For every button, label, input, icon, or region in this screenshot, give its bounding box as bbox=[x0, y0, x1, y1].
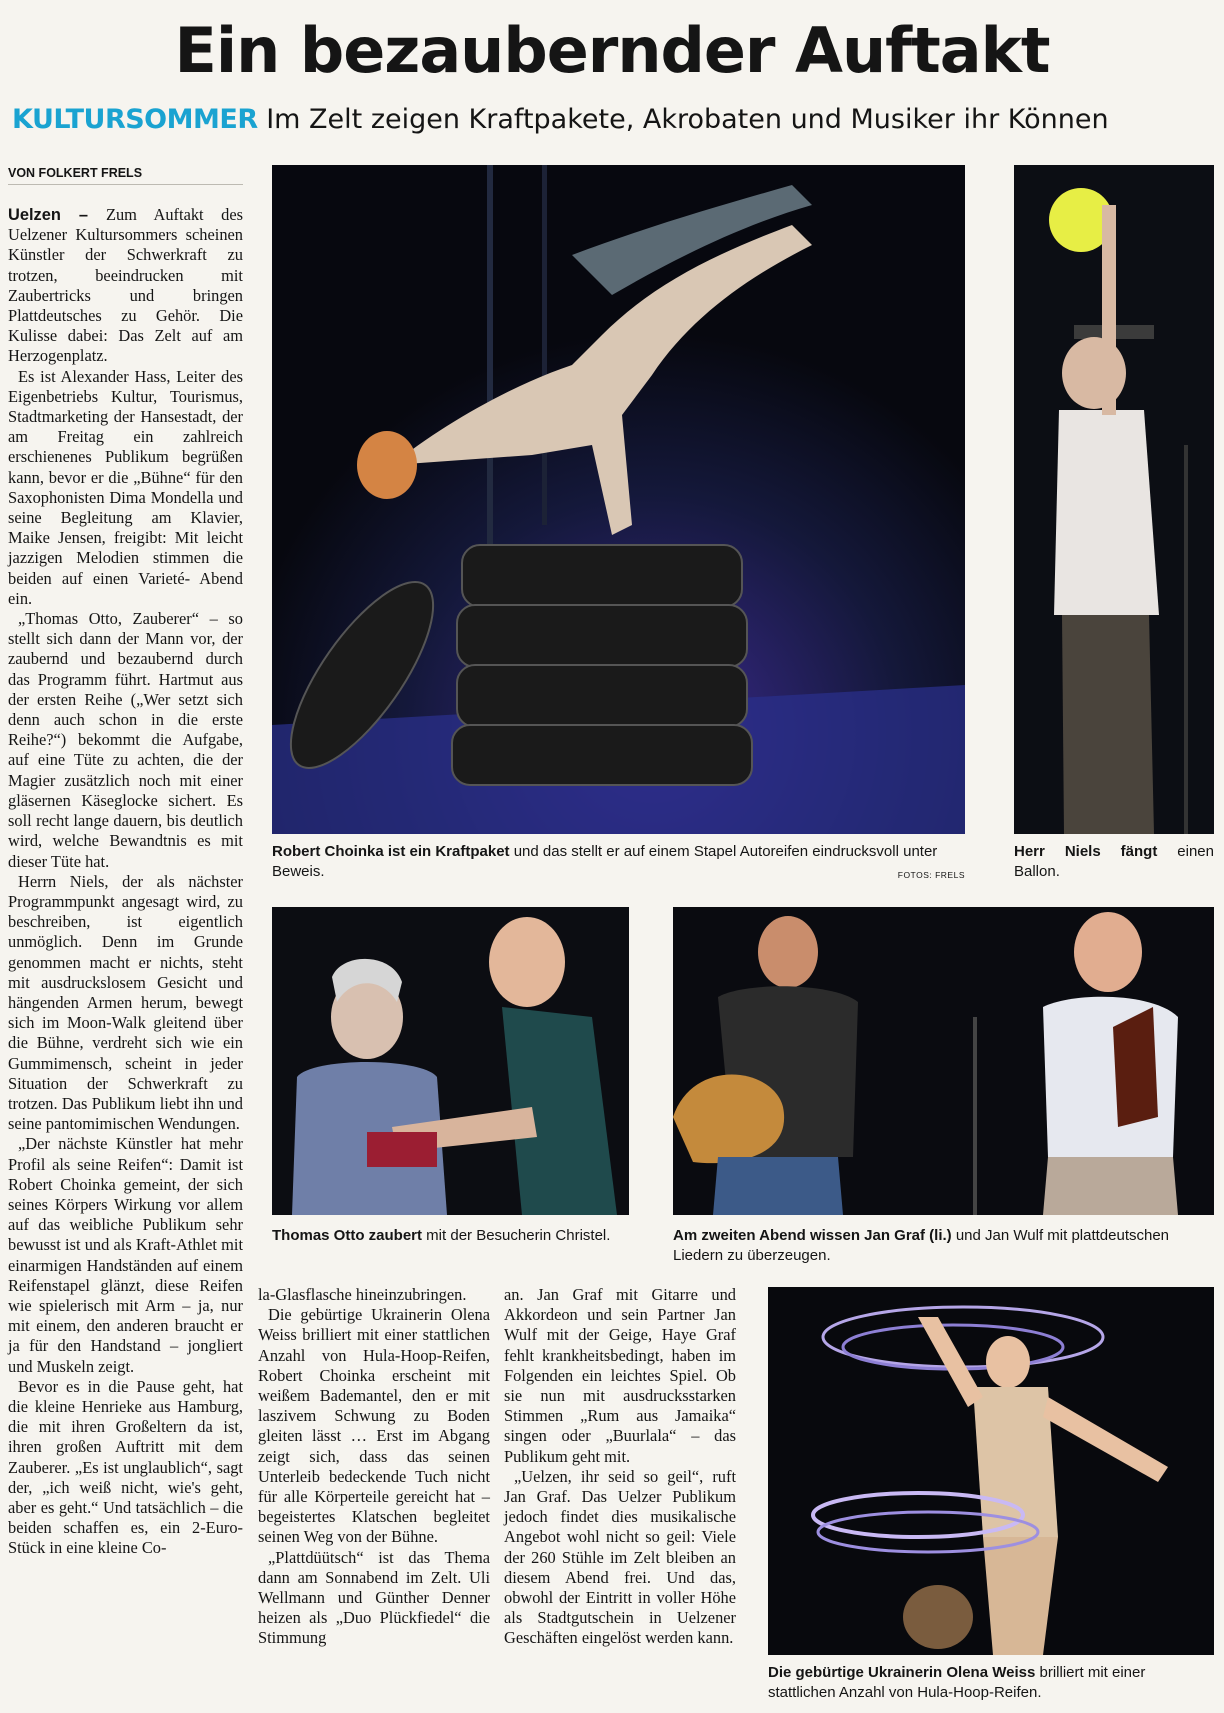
article-paragraph bbox=[8, 1134, 243, 1376]
caption-duo bbox=[673, 1226, 1214, 1266]
paragraph-text: Die gebürtige Ukrainerin Olena Weiss brilliert mit einer stattlichen Anzahl von Hula-Hoop-Reifen, Robert Choinka erscheint mit weißem Bademantel, den er mit laszivem Schwung zu Boden gleiten lässt … Erst im Abgang zeigt sich, dass das seinen Unterleib bedeckende Tuch nicht für alle Körperteile gereicht hat – begeistertes Klatschen begleitet seinen Weg von der Bühne. bbox=[258, 1305, 490, 1547]
subheadline bbox=[12, 104, 1224, 135]
article-paragraph bbox=[258, 1305, 490, 1547]
article-paragraph bbox=[8, 872, 243, 1135]
photo-choinka bbox=[272, 165, 965, 834]
article-paragraph bbox=[8, 205, 243, 367]
article-paragraph bbox=[504, 1467, 736, 1649]
caption-weiss-text: brilliert mit einer stattlichen Anzahl von Hula-Hoop-Reifen. bbox=[768, 1664, 1146, 1701]
photo-weiss bbox=[768, 1287, 1214, 1655]
headline: Ein bezaubernder Auftakt bbox=[174, 14, 1050, 87]
byline-rule bbox=[8, 184, 243, 185]
article-paragraph bbox=[258, 1285, 490, 1305]
paragraph-text: „Uelzen, ihr seid so geil“, ruft Jan Graf. Das Uelzer Publikum jedoch findet dies musikalische Angebot wohl nicht so geil: Viele der 260 Stühle im Zelt bleiben an diesem Abend frei. Und das, obwohl der Eintritt in voller Höhe als Stadtgutschein in Uelzener Geschäften eingelöst werden kann. bbox=[504, 1466, 736, 1648]
article-paragraph bbox=[8, 609, 243, 872]
paragraph-text: Herrn Niels, der als nächster Programmpunkt angesagt wird, zu beschreiben, ist eigentlich unmöglich. Denn im Grunde genommen macht er nichts, steht mit ausdruckslosem Gesicht und hängenden Armen herum, bewegt sich im Moon-Walk gleitend über die Bühne, verdreht sich wie ein Gummimensch, scheint in jeder Situation der Schwerkraft zu trotzen. Das Publikum liebt ihn und seine pantomimischen Wendungen. bbox=[8, 871, 243, 1134]
hula-hoop-photo bbox=[768, 1287, 1214, 1655]
caption-duo-bold: Am zweiten Abend wissen Jan Graf (li.) bbox=[673, 1227, 952, 1244]
dateline: Uelzen – bbox=[8, 206, 106, 224]
article-paragraph bbox=[8, 367, 243, 609]
photo-niels bbox=[1014, 165, 1214, 834]
caption-weiss-bold: Die gebürtige Ukrainerin Olena Weiss bbox=[768, 1664, 1036, 1681]
subheadline-text: Im Zelt zeigen Kraftpakete, Akrobaten und Musiker ihr Können bbox=[266, 104, 1109, 135]
caption-otto bbox=[272, 1226, 629, 1246]
caption-duo-text: und Jan Wulf mit plattdeutschen Liedern zu überzeugen. bbox=[673, 1227, 1170, 1264]
caption-otto-bold: Thomas Otto zaubert bbox=[272, 1227, 423, 1244]
paragraph-text: „Der nächste Künstler hat mehr Profil als seine Reifen“: Damit ist Robert Choinka gemeint, der sich seines Körpers Wirkung vor allem auf das weibliche Publikum sehr bewusst ist und als Kraft-Athlet mit einarmigen Handständen auf einem Reifenstapel glänzt, diese Reifen wie spielerisch mit Arm – ja, nur mit einem, den anderen braucht er ja für den Handstand – jongliert und Muskeln zeigt. bbox=[8, 1134, 243, 1376]
paragraph-text: la-Glasflasche hineinzubringen. bbox=[258, 1285, 467, 1304]
photo-duo bbox=[673, 907, 1214, 1215]
caption-niels bbox=[1014, 842, 1214, 882]
caption-choinka-bold: Robert Choinka ist ein Kraftpaket bbox=[272, 843, 510, 860]
acrobat-handstand-photo bbox=[272, 165, 965, 834]
photo-credit: FOTOS: FRELS bbox=[897, 870, 965, 880]
paragraph-text: Zum Auftakt des Uelzener Kultursommers scheinen Künstler der Schwerkraft zu trotzen, beeindrucken mit Zaubertricks und bringen Plattdeutsches zu Gehör. Die Kulisse dabei: Das Zelt auf am Herzogenplatz. bbox=[8, 205, 243, 366]
article-paragraph bbox=[504, 1285, 736, 1467]
article-column-2 bbox=[258, 1285, 490, 1649]
caption-otto-text: mit der Besucherin Christel. bbox=[422, 1227, 611, 1244]
paragraph-text: Es ist Alexander Hass, Leiter des Eigenbetriebs Kultur, Tourismus, Stadtmarketing der Hansestadt, der am Freitag ein zahlreich erschienenes Publikum begrüßen kann, bevor er die „Bühne“ für den Saxophonisten Dima Mondella und seine Begleitung am Klavier, Maike Jensen, freigibt: Mit leicht jazzigen Melodien stimmen die beiden auf einen Varieté- Abend ein. bbox=[8, 366, 243, 608]
article-column-3 bbox=[504, 1285, 736, 1649]
performer-balloon-photo bbox=[1014, 165, 1214, 834]
paragraph-text: „Plattdüütsch“ ist das Thema dann am Sonnabend im Zelt. Uli Wellmann und Günther Denner heizen als „Duo Plückfiedel“ die Stimmung bbox=[258, 1547, 490, 1648]
byline: VON FOLKERT FRELS bbox=[8, 166, 143, 180]
caption-niels-text: einen Ballon. bbox=[1014, 843, 1214, 880]
article-paragraph bbox=[258, 1548, 490, 1649]
magician-photo bbox=[272, 907, 629, 1215]
caption-weiss bbox=[768, 1663, 1214, 1703]
paragraph-text: „Thomas Otto, Zauberer“ – so stellt sich dann der Mann vor, der zaubernd und bezaubernd durch das Programm führt. Hartmut aus der ersten Reihe („Wer setzt sich denn auch schon in die erste Reihe?“) bekommt die Aufgabe, auf eine Tüte zu achten, die der Magier zusätzlich noch mit einer gläsernen Käseglocke sichert. Es soll recht lange dauern, bis deutlich wird, welche Bewandtnis es mit dieser Tüte hat. bbox=[8, 609, 243, 871]
article-paragraph bbox=[8, 1377, 243, 1559]
musicians-photo bbox=[673, 907, 1214, 1215]
caption-choinka-text: und das stellt er auf einem Stapel Autoreifen eindrucksvoll unter Beweis. bbox=[272, 843, 938, 880]
article-column-1 bbox=[8, 205, 243, 1559]
kicker: KULTURSOMMER bbox=[12, 104, 258, 135]
paragraph-text: an. Jan Graf mit Gitarre und Akkordeon und sein Partner Jan Wulf mit der Geige, Haye Graf fehlt krankheitsbedingt, haben im Folgenden ein leichtes Spiel. Ob sie nun mit ausdrucksstarken Stimmen „Rum aus Jamaika“ singen oder „Buurlala“ – das Publikum geht mit. bbox=[504, 1285, 736, 1466]
caption-niels-bold: Herr Niels fängt bbox=[1014, 843, 1158, 860]
photo-otto bbox=[272, 907, 629, 1215]
paragraph-text: Bevor es in die Pause geht, hat die kleine Henrieke aus Hamburg, die mit ihren Großeltern da ist, ihren großen Auftritt mit dem Zauberer. „Es ist unglaublich“, sagt der, „ich weiß nicht, wie's geht, aber es geht.“ Und tatsächlich – die beiden schaffen es, ein 2-Euro-Stück in eine kleine Co- bbox=[8, 1376, 243, 1558]
